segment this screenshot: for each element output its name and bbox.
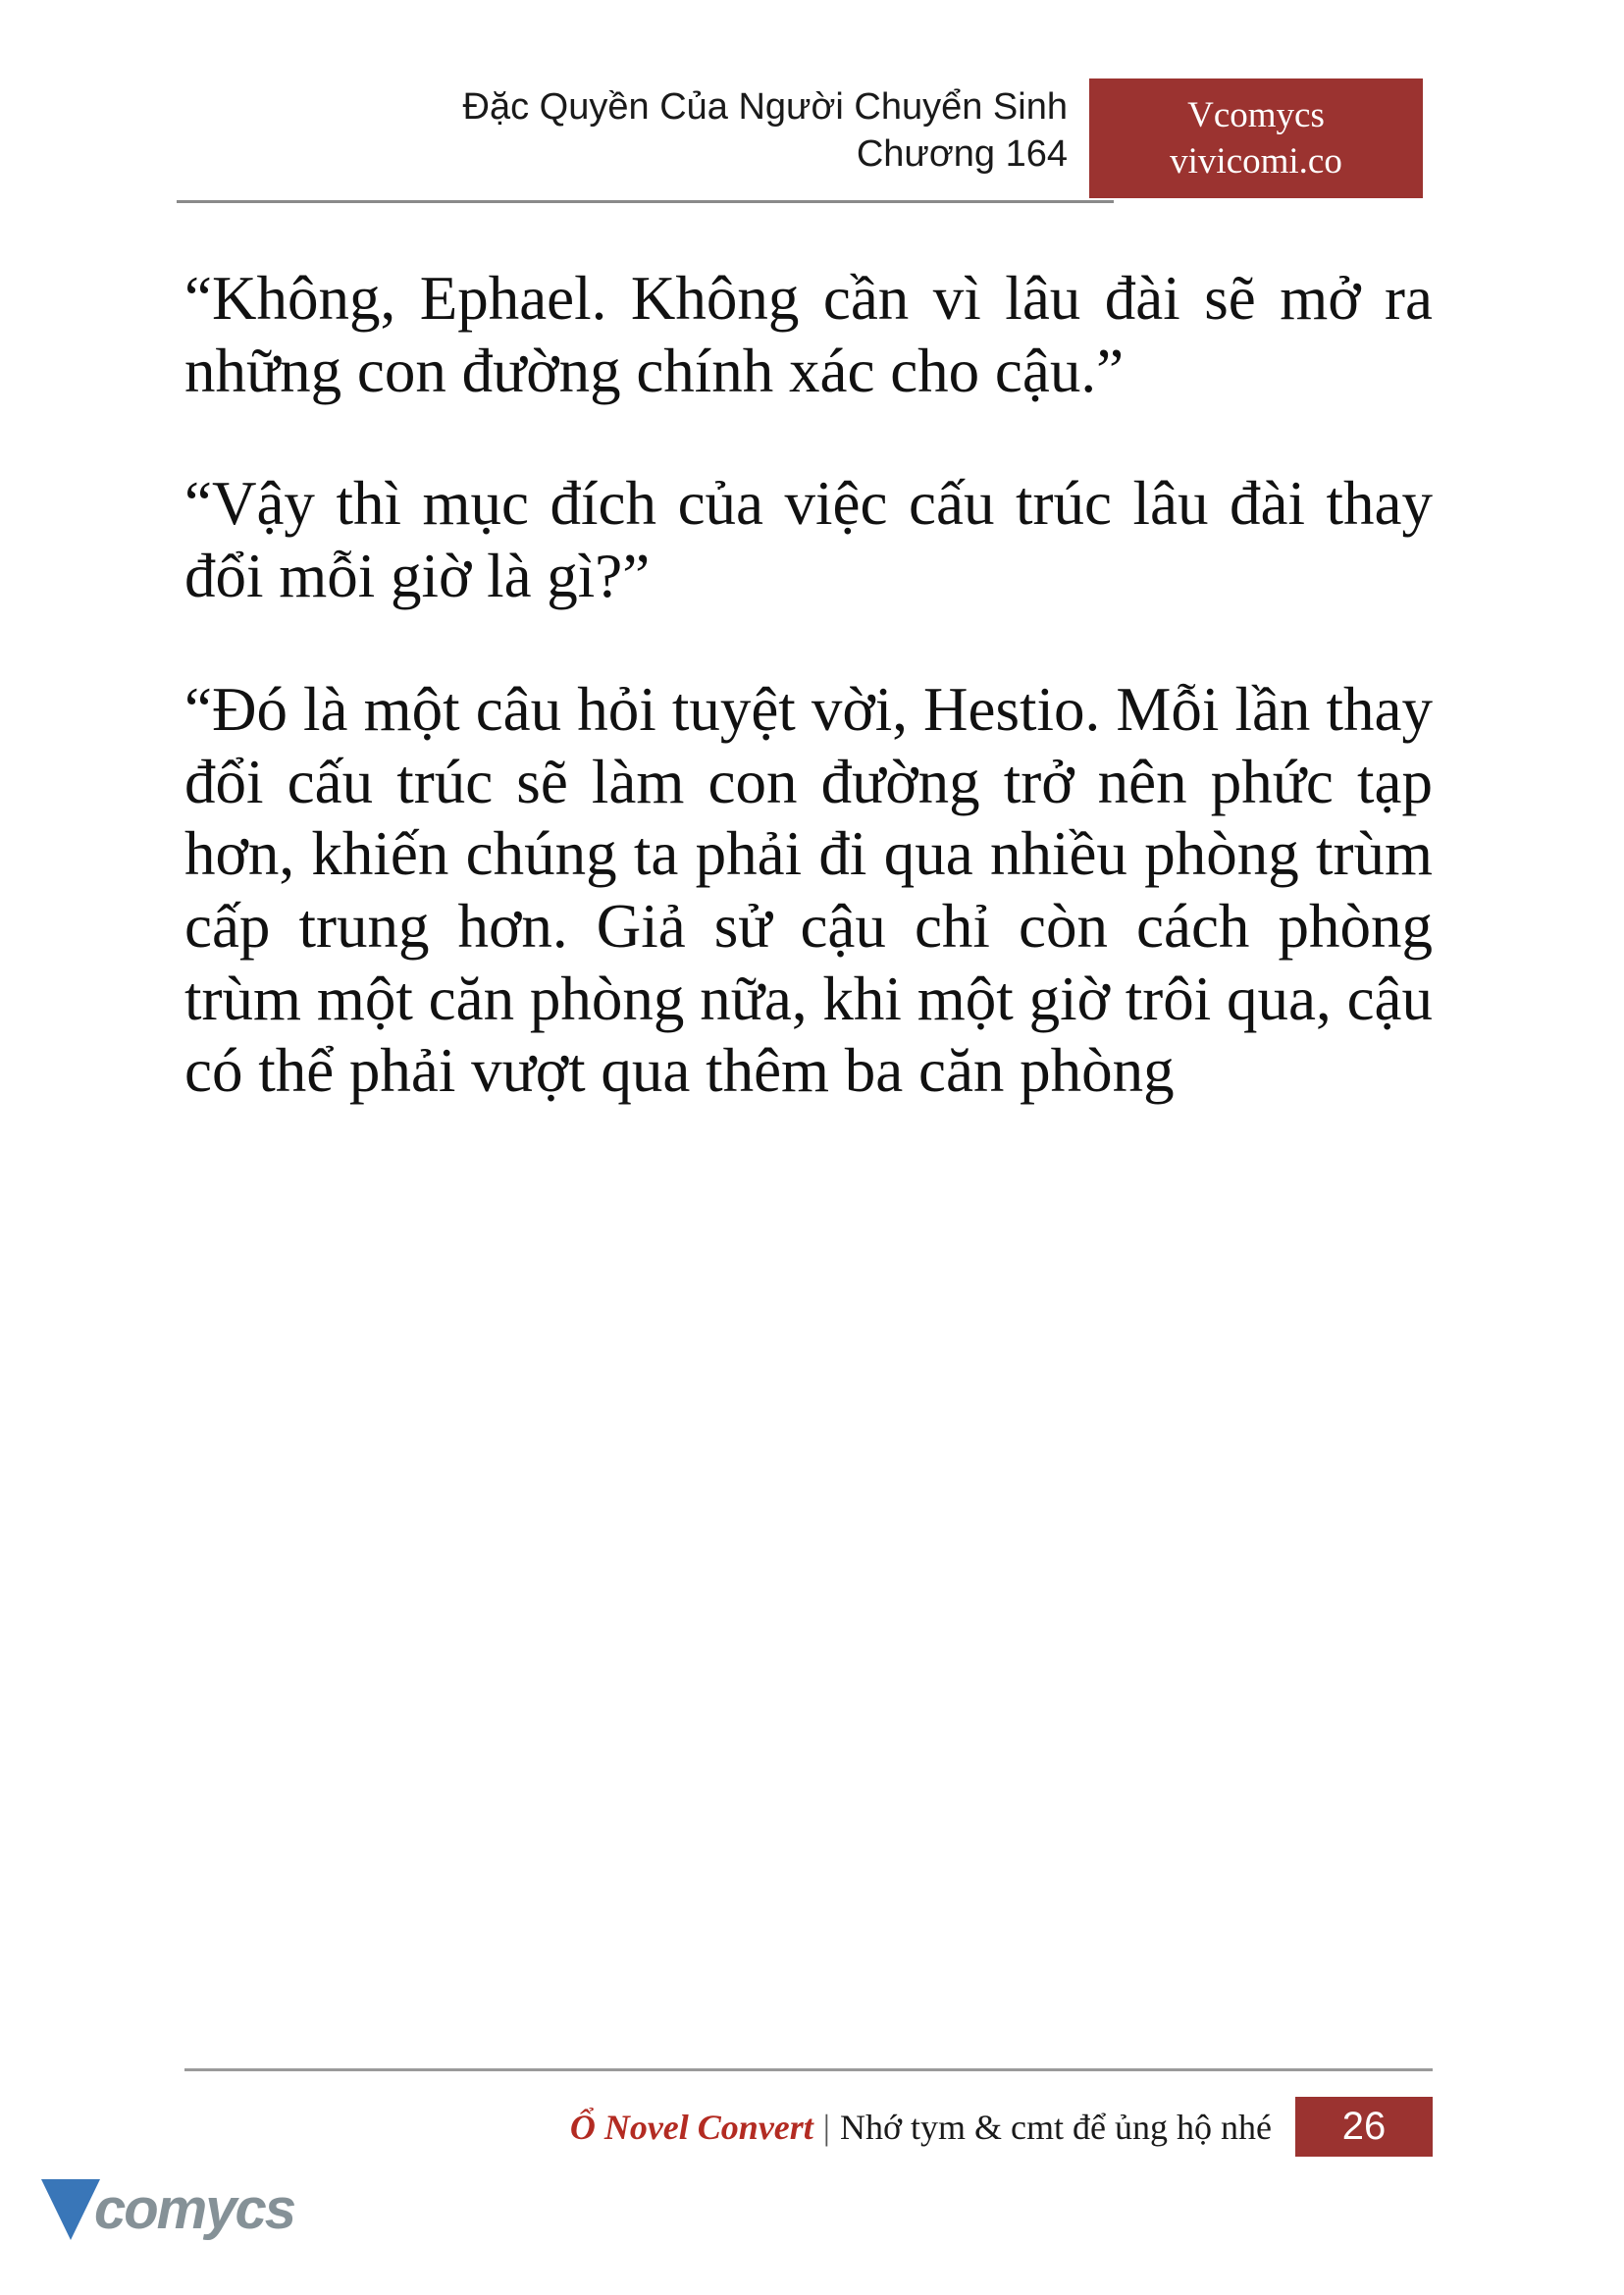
- paragraph: “Đó là một câu hỏi tuyệt vời, Hestio. Mỗi lần thay đổi cấu trúc sẽ làm con đường trở nên phức tạp hơn, khiến chúng ta phải đi qua nhiều phòng trùm cấp trung hơn. Giả sử cậu chỉ còn cách phòng trùm một căn phòng nữa, khi một giờ trôi qua, cậu có thể phải vượt qua thêm ba căn phòng: [184, 674, 1433, 1106]
- paragraph: “Không, Ephael. Không cần vì lâu đài sẽ mở ra những con đường chính xác cho cậu.”: [184, 264, 1433, 405]
- footer-bar: [184, 2097, 1433, 2157]
- footer-credit: [570, 2097, 1295, 2157]
- site-badge-url: vivicomi.co: [1170, 141, 1342, 182]
- book-title: Đặc Quyền Của Người Chuyển Sinh: [462, 86, 1068, 128]
- header-titles: [463, 78, 1089, 178]
- page-header: [177, 78, 1423, 216]
- page-footer: [184, 2068, 1433, 2157]
- site-badge: [1089, 78, 1423, 198]
- chapter-label: Chương 164: [856, 132, 1068, 175]
- header-inner: [177, 78, 1423, 194]
- vcomycs-watermark-logo: [41, 2176, 294, 2242]
- page-content: [184, 263, 1433, 1108]
- paragraph: “Vậy thì mục đích của việc cấu trúc lâu đài thay đổi mỗi giờ là gì?”: [184, 469, 1433, 611]
- footer-brand: Ổ Novel Convert: [569, 2107, 813, 2147]
- footer-separator: |: [822, 2107, 831, 2147]
- triangle-icon: [41, 2179, 100, 2240]
- footer-note: Nhớ tym & cmt để ủng hộ nhé: [840, 2107, 1272, 2147]
- site-badge-name: Vcomycs: [1187, 94, 1325, 135]
- page-number-badge: 26: [1295, 2097, 1433, 2157]
- header-divider: [177, 200, 1114, 203]
- footer-divider: [184, 2068, 1433, 2071]
- watermark-text: comycs: [94, 2177, 295, 2241]
